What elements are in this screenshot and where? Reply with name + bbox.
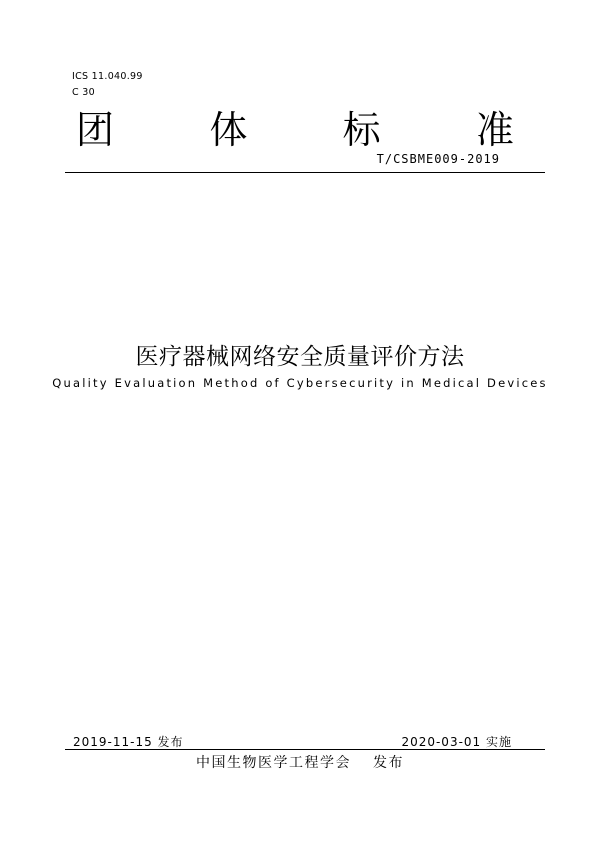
standard-type-char: 准 xyxy=(475,107,514,152)
publisher-name: 中国生物医学工程学会 xyxy=(196,755,351,771)
standard-type-title xyxy=(76,100,514,152)
standard-type-char: 标 xyxy=(342,107,381,152)
publisher-suffix: 发布 xyxy=(373,755,404,771)
standard-type-char: 体 xyxy=(209,107,248,152)
publish-date: 2019-11-15 发布 xyxy=(73,735,184,749)
ccs-code: C 30 xyxy=(72,87,95,98)
header-divider xyxy=(65,172,545,173)
standard-type-char: 团 xyxy=(76,107,115,152)
publisher-line xyxy=(0,752,600,772)
document-title: 医疗器械网络安全质量评价方法 xyxy=(135,344,465,370)
footer-divider xyxy=(65,749,545,750)
document-subtitle: Quality Evaluation Method of Cybersecurity in Medical Devices xyxy=(52,376,548,390)
implement-date: 2020-03-01 实施 xyxy=(401,735,512,749)
standard-number: T/CSBME009-2019 xyxy=(376,152,500,166)
ics-code: ICS 11.040.99 xyxy=(72,71,143,82)
